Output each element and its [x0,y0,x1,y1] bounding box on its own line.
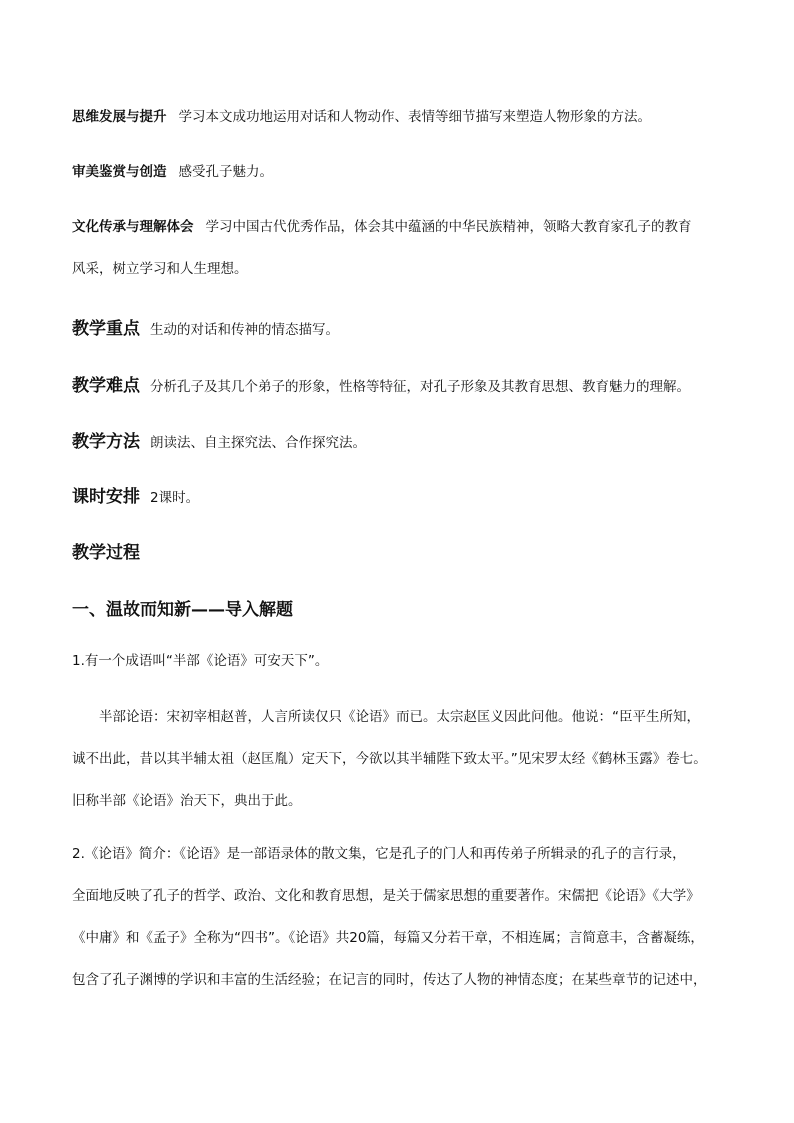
item-2 [72,833,737,1001]
item-1-detail [72,696,737,822]
paragraph-line: 诚不出此，昔以其半辅太祖（赵匡胤）定天下，今欲以其半辅陛下致太平。”见宋罗太经《鹤林玉露》卷七。 [72,751,707,767]
paragraph-line: 包含了孔子渊博的学识和丰富的生活经验；在记言的同时，传达了人物的神情态度；在某些章节的记述中， [72,972,707,988]
objective-culture-cont [72,258,732,280]
paragraph-line: 2.《论语》简介：《论语》是一部语录体的散文集，它是孔子的门人和再传弟子所辑录的孔子的言行录， [72,846,686,862]
objective-text: 学习本文成功地运用对话和人物动作、表情等细节描写来塑造人物形象的方法。 [178,109,651,125]
objective-label: 文化传承与理解体会 [72,219,194,235]
process-title: 教学过程 [72,543,140,563]
objective-text: 学习中国古代优秀作品，体会其中蕴涵的中华民族精神，领略大教育家孔子的教育 [205,219,692,235]
objective-label: 审美鉴赏与创造 [72,164,167,180]
objective-text: 风采，树立学习和人生理想。 [72,261,248,277]
teaching-text: 朗读法、自主探究法、合作探究法。 [150,435,366,451]
paragraph-line: 旧称半部《论语》治天下，典出于此。 [72,793,302,809]
paragraph-line: 全面地反映了孔子的哲学、政治、文化和教育思想，是关于儒家思想的重要著作。宋儒把《论语》《大学》 [72,888,700,904]
teaching-label: 课时安排 [72,487,140,507]
objective-aesthetic [72,161,732,183]
teaching-text: 分析孔子及其几个弟子的形象，性格等特征，对孔子形象及其教育思想、教育魅力的理解。 [150,379,690,395]
teaching-text: 生动的对话和传神的情态描写。 [150,322,339,338]
objective-thinking [72,106,732,128]
teaching-label: 教学方法 [72,432,140,452]
teaching-focus [72,314,732,339]
item-1: 1.有一个成语叫“半部《论语》可安天下”。 [72,653,329,669]
teaching-method [72,427,732,452]
objective-culture [72,216,732,238]
paragraph-line: 《中庸》和《孟子》全称为“四书”。《论语》共20篇，每篇又分若干章，不相连属；言简意丰，含蓄凝练， [72,930,704,946]
teaching-difficulty [72,371,732,396]
objective-label: 思维发展与提升 [72,109,167,125]
teaching-schedule [72,482,732,507]
section-title: 一、温故而知新——导入解题 [72,600,293,620]
teaching-label: 教学重点 [72,319,140,339]
teaching-text: 2课时。 [150,490,200,506]
paragraph-line: 半部论语：宋初宰相赵普，人言所读仅只《论语》而已。太宗赵匡义因此问他。他说：“臣平生所知， [99,709,700,725]
objective-text: 感受孔子魅力。 [178,164,273,180]
teaching-label: 教学难点 [72,376,140,396]
